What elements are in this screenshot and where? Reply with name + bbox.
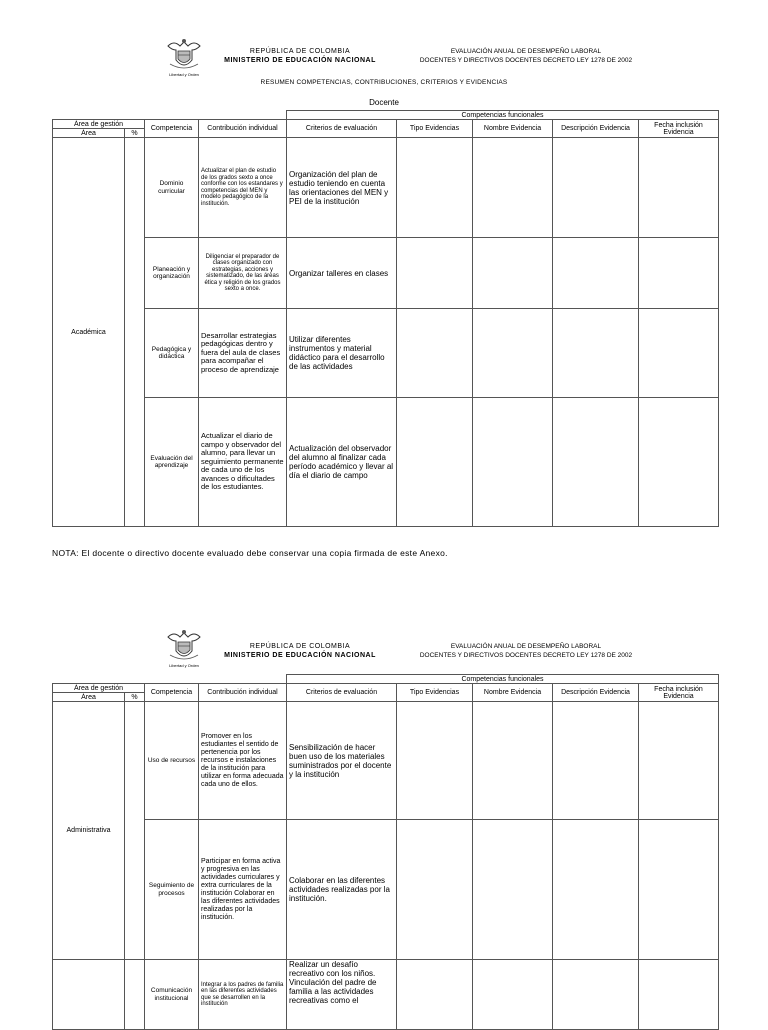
page-subtitle: RESUMEN COMPETENCIAS, CONTRIBUCIONES, CRITERIOS Y EVIDENCIAS <box>260 79 508 86</box>
fecha-inclusion-header: Fecha inclusión Evidencia <box>639 120 719 138</box>
criterios-header: Criterios de evaluación <box>287 120 397 138</box>
competencia-cell: Dominio curricular <box>145 138 199 238</box>
descripcion-evidencia-cell[interactable] <box>553 702 639 820</box>
tipo-evidencia-cell[interactable] <box>397 702 473 820</box>
tipo-evidencias-header: Tipo Evidencias <box>397 684 473 702</box>
table-row <box>53 702 719 820</box>
competencias-table-2 <box>52 674 719 1030</box>
criterios-header: Criterios de evaluación <box>287 684 397 702</box>
contribucion-cell: Integrar a los padres de familia en las diferentes actividades que se desarrollen en la institución <box>199 960 287 1030</box>
criterio-cell: Organizar talleres en clases <box>287 238 397 309</box>
tipo-evidencias-header: Tipo Evidencias <box>397 120 473 138</box>
pct-cell <box>125 960 145 1030</box>
area-header: Área <box>53 129 125 138</box>
contribucion-cell: Actualizar el plan de estudio de los grados sexto a once conforme con los estandares y competencias del MEN y modelo pedagógico de la institución. <box>199 138 287 238</box>
competencia-cell: Evaluación del aprendizaje <box>145 398 199 527</box>
pct-header: % <box>125 129 145 138</box>
fecha-inclusion-cell[interactable] <box>639 820 719 960</box>
contribucion-cell: Participar en forma activa y progresiva en las actividades curriculares y extra curriculares de la institución Colaborar en las diferentes actividades realizadas por la institución. <box>199 820 287 960</box>
nombre-evidencia-cell[interactable] <box>473 702 553 820</box>
condor-shield-icon <box>166 627 202 663</box>
seal-caption: Libertad y Orden <box>169 72 199 77</box>
header-right <box>380 642 672 660</box>
contribucion-cell: Desarrollar estrategias pedagógicas dentro y fuera del aula de clases para acompañar el proceso de aprendizaje <box>199 309 287 398</box>
area-gestion-header: Área de gestión <box>53 684 145 693</box>
header-docentes: DOCENTES Y DIRECTIVOS DOCENTES DECRETO LEY 1278 DE 2002 <box>419 57 633 64</box>
competencia-cell: Pedagógica y didáctica <box>145 309 199 398</box>
contribucion-header: Contribución individual <box>199 684 287 702</box>
header-left <box>220 642 380 660</box>
criterio-cell: Organización del plan de estudio teniendo en cuenta las orientaciones del MEN y PEI de la institución <box>287 138 397 238</box>
contribucion-cell: Diligenciar el preparador de clases organizado con estrategias, acciones y sistematizado, de las áreas ética y religión de los grados sexto a once. <box>199 238 287 309</box>
area-cell: Académica <box>53 138 125 527</box>
fecha-inclusion-cell[interactable] <box>639 702 719 820</box>
area-gestion-header: Área de gestión <box>53 120 145 129</box>
nota-text: NOTA: El docente o directivo docente evaluado debe conservar una copia firmada de este Anexo. <box>52 548 448 558</box>
contribucion-header: Contribución individual <box>199 120 287 138</box>
area-header: Área <box>53 693 125 702</box>
competencia-header: Competencia <box>145 684 199 702</box>
tipo-evidencia-cell[interactable] <box>397 820 473 960</box>
competencias-funcionales-header: Competencias funcionales <box>287 111 719 120</box>
competencia-header: Competencia <box>145 120 199 138</box>
descripcion-evidencia-cell[interactable] <box>553 820 639 960</box>
criterio-cell: Actualización del observador del alumno al finalizar cada período académico y llevar al día el diario de campo <box>287 398 397 527</box>
header-docentes: DOCENTES Y DIRECTIVOS DOCENTES DECRETO LEY 1278 DE 2002 <box>419 652 633 659</box>
header-evaluacion: EVALUACIÓN ANUAL DE DESEMPEÑO LABORAL <box>450 643 602 650</box>
coat-of-arms-logo <box>166 627 202 675</box>
nombre-evidencia-cell[interactable] <box>473 960 553 1030</box>
nombre-evidencia-header: Nombre Evidencia <box>473 684 553 702</box>
criterio-cell: Sensibilización de hacer buen uso de los materiales suministrados por el docente y la institución <box>287 702 397 820</box>
nombre-evidencia-header: Nombre Evidencia <box>473 120 553 138</box>
docente-label: Docente <box>369 98 399 107</box>
area-cell: Administrativa <box>53 702 125 960</box>
seal-caption: Libertad y Orden <box>169 663 199 668</box>
contribucion-cell: Actualizar el diario de campo y observador del alumno, para llevar un seguimiento permanente de cada uno de los avances o dificultades de los estudiantes. <box>199 398 287 527</box>
contribucion-cell: Promover en los estudiantes el sentido de pertenencia por los recursos e instalaciones de la institución para utilizar en forma adecuada cada uno de ellos. <box>199 702 287 820</box>
fecha-inclusion-cell[interactable] <box>639 960 719 1030</box>
area-cell <box>53 960 125 1030</box>
criterio-cell: Colaborar en las diferentes actividades realizadas por la institución. <box>287 820 397 960</box>
header-evaluacion: EVALUACIÓN ANUAL DE DESEMPEÑO LABORAL <box>450 48 602 55</box>
header-republica: REPÚBLICA DE COLOMBIA <box>249 48 351 55</box>
descripcion-evidencia-header: Descripción Evidencia <box>553 684 639 702</box>
criterio-cell: Utilizar diferentes instrumentos y material didáctico para el desarrollo de las actividades <box>287 309 397 398</box>
fecha-inclusion-header: Fecha inclusión Evidencia <box>639 684 719 702</box>
pct-cell <box>125 702 145 960</box>
table-row <box>53 820 719 960</box>
competencia-cell: Planeación y organización <box>145 238 199 309</box>
criterio-cell: Realizar un desafío recreativo con los niños. Vinculación del padre de familia a las actividades recreativas como el <box>287 960 397 1030</box>
competencia-cell: Comunicación institucional <box>145 960 199 1030</box>
competencias-funcionales-header: Competencias funcionales <box>287 675 719 684</box>
descripcion-evidencia-cell[interactable] <box>553 960 639 1030</box>
competencia-cell: Uso de recursos <box>145 702 199 820</box>
nombre-evidencia-cell[interactable] <box>473 820 553 960</box>
tipo-evidencia-cell[interactable] <box>397 960 473 1030</box>
header-ministerio: MINISTERIO DE EDUCACIÓN NACIONAL <box>224 652 376 659</box>
table-row <box>53 960 719 1030</box>
header-republica: REPÚBLICA DE COLOMBIA <box>249 643 351 650</box>
header-ministerio: MINISTERIO DE EDUCACIÓN NACIONAL <box>224 57 376 64</box>
competencia-cell: Seguimiento de procesos <box>145 820 199 960</box>
descripcion-evidencia-header: Descripción Evidencia <box>553 120 639 138</box>
pct-header: % <box>125 693 145 702</box>
